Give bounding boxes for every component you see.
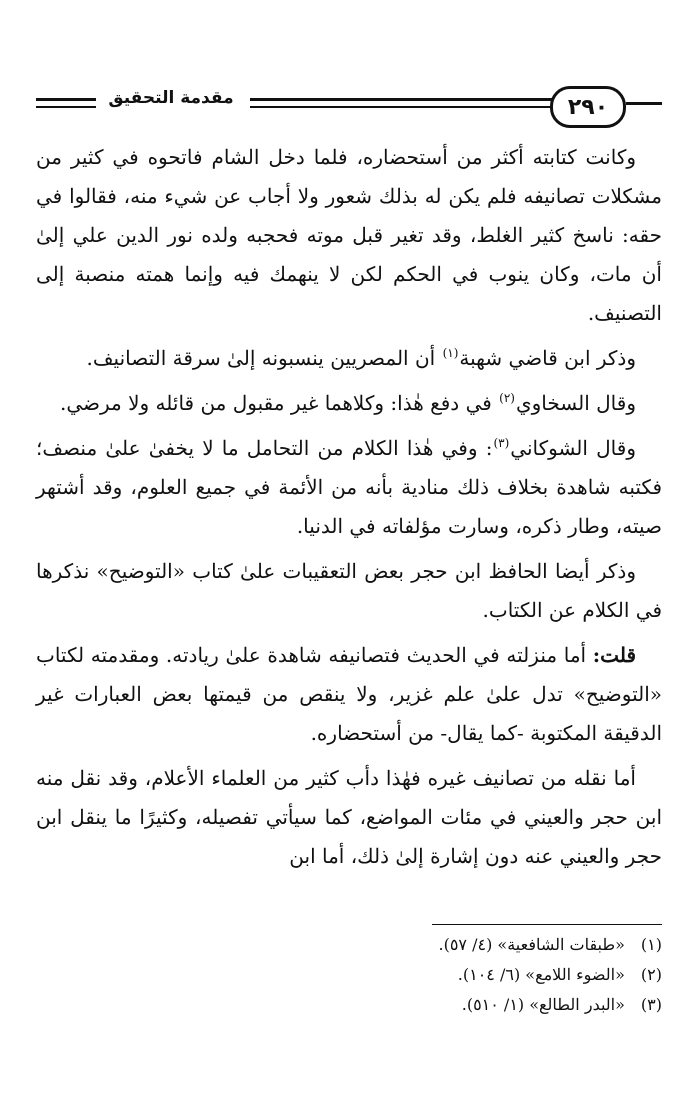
paragraph: قلت: أما منزلته في الحديث فتصانيفه شاهدة علىٰ ريادته. ومقدمته لكتاب «التوضيح» تدل علىٰ علم غزير، ولا ينقص من قيمتها بعض العبارات غير الدقيقة المكتوبة -كما يقال- من أستحضاره. xyxy=(36,643,662,745)
page-number-badge xyxy=(550,86,626,128)
running-title: مقدمة التحقيق xyxy=(108,88,234,108)
header-rule-long-top xyxy=(250,98,598,101)
footnote: (١) «طبقات الشافعية» (٤/ ٥٧). xyxy=(438,935,662,954)
footnote-ref: (٢) xyxy=(499,391,515,406)
footnote-ref: (١) xyxy=(442,346,459,361)
lead-word: قلت: xyxy=(592,643,636,667)
main-text xyxy=(36,138,662,882)
footnote: (٢) «الضوء اللامع» (٦/ ١٠٤). xyxy=(457,965,662,984)
page-header xyxy=(36,80,662,128)
header-rule-long-bottom xyxy=(250,106,598,108)
paragraph: وذكر ابن قاضي شهبة$^{(١)}$ أن المصريين ينسبونه إلىٰ سرقة التصانيف. xyxy=(86,346,636,370)
page-number: ٢٩٠ xyxy=(567,94,609,120)
footnote: (٣) «البدر الطالع» (١/ ٥١٠). xyxy=(461,995,662,1014)
header-rule-left-bottom xyxy=(36,106,96,108)
paragraph: أما نقله من تصانيف غيره فهٰذا دأب كثير من العلماء الأعلام، وقد نقل منه ابن حجر والعيني في مئات المواضع، كما سيأتي تفصيله، وكثيرًا ما ينقل ابن حجر والعيني عنه دون إشارة إلىٰ ذلك، أما ابن xyxy=(36,766,662,868)
footnote-ref: (٣) xyxy=(493,436,510,451)
paragraph: وكانت كتابته أكثر من أستحضاره، فلما دخل الشام فاتحوه في كثير من مشكلات تصانيفه فلم يكن له بذلك شعور ولا أجاب عن شيء منه، فقالوا في حقه: ناسخ كثير الغلط، وقد تغير قبل موته فحجبه ولده نور الدين علي إلىٰ أن مات، وكان ينوب في الحكم لكن لا ينهمك فيه وإنما همته منصبة إلى التصنيف. xyxy=(36,145,662,325)
paragraph: وقال السخاوي$^{(٢)}$ في دفع هٰذا: وكلاهما غير مقبول من قائله ولا مرضي. xyxy=(60,391,636,415)
footnote-separator xyxy=(432,924,662,925)
paragraph: وقال الشوكاني$^{(٣)}$: وفي هٰذا الكلام من التحامل ما لا يخفىٰ علىٰ منصف؛ فكتبه شاهدة بخلاف ذلك منادية بأنه من الأئمة في جميع العلوم، وقد أشتهر صيته، وطار ذكره، وسارت مؤلفاته في الدنيا. xyxy=(36,436,662,538)
header-rule-left-top xyxy=(36,98,96,101)
footnotes xyxy=(36,930,662,1020)
header-rule-right xyxy=(626,102,662,105)
paragraph: وذكر أيضا الحافظ ابن حجر بعض التعقيبات علىٰ كتاب «التوضيح» نذكرها في الكلام عن الكتاب. xyxy=(36,559,662,622)
